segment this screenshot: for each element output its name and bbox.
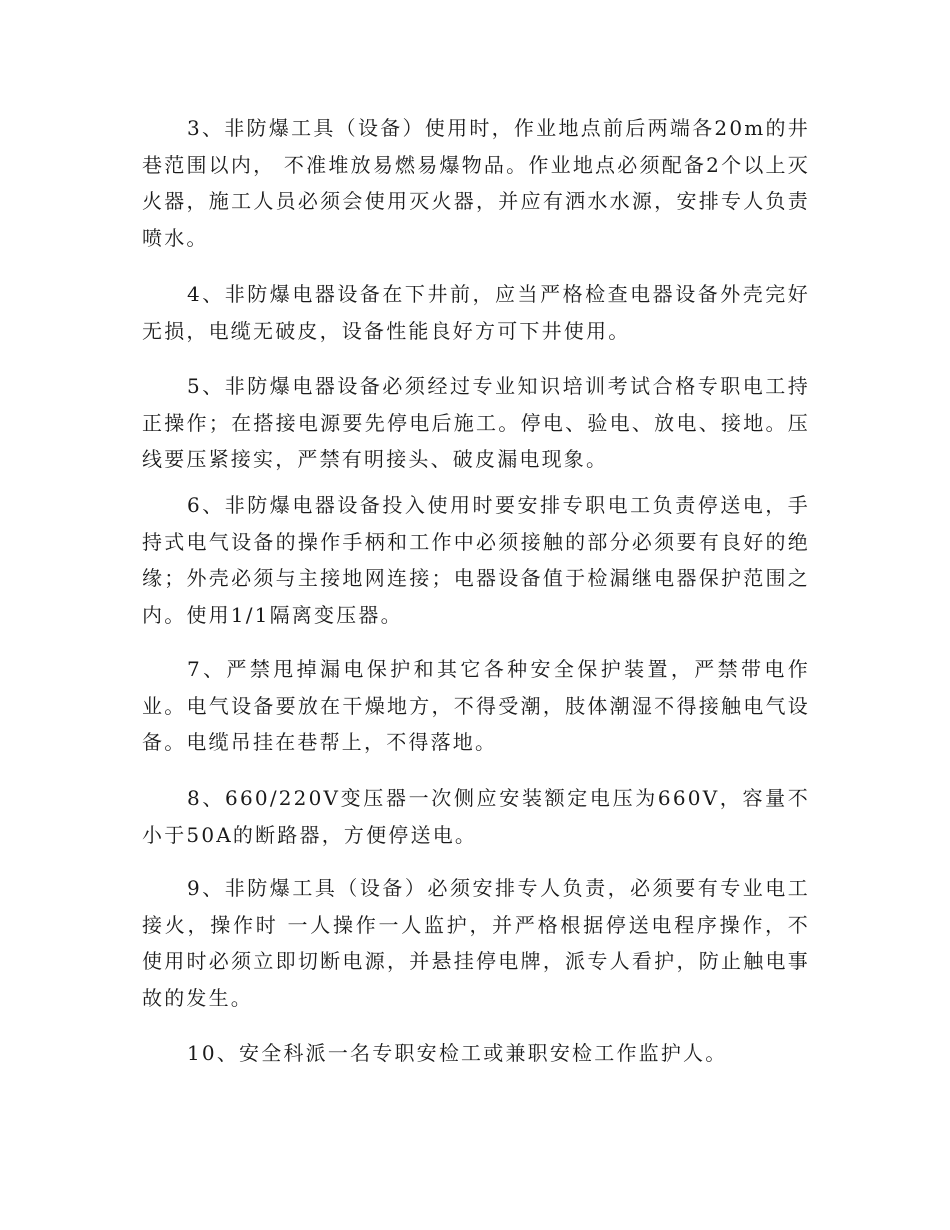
paragraph-item-9: 9、非防爆工具（设备）必须安排专人负责，必须要有专业电工接火，操作时 一人操作一人监护，并严格根据停送电程序操作，不使用时必须立即切断电源，并悬挂停电牌，派专人看护，防止触电事故的发生。	[142, 876, 810, 1010]
paragraph-item-10: 10、安全科派一名专职安检工或兼职安检工作监护人。	[187, 1041, 728, 1065]
paragraph-item-4: 4、非防爆电器设备在下井前，应当严格检查电器设备外壳完好无损，电缆无破皮，设备性能良好方可下井使用。	[142, 282, 810, 343]
paragraph-item-7: 7、严禁甩掉漏电保护和其它各种安全保护装置，严禁带电作业。电气设备要放在干燥地方，不得受潮，肢体潮湿不得接触电气设备。电缆吊挂在巷帮上，不得落地。	[142, 657, 810, 755]
paragraph-item-5: 5、非防爆电器设备必须经过专业知识培训考试合格专职电工持正操作；在搭接电源要先停电后施工。停电、验电、放电、接地。压线要压紧接实，严禁有明接头、破皮漏电现象。	[142, 374, 810, 472]
paragraph-item-8: 8、660/220V变压器一次侧应安装额定电压为660V，容量不小于50A的断路器，方便停送电。	[142, 786, 810, 847]
paragraph-item-3: 3、非防爆工具（设备）使用时，作业地点前后两端各20m的井巷范围以内， 不准堆放易燃易爆物品。作业地点必须配备2个以上灭火器，施工人员必须会使用灭火器，并应有洒水水源，安排专人负责喷水。	[142, 116, 810, 250]
paragraph-item-6: 6、非防爆电器设备投入使用时要安排专职电工负责停送电，手持式电气设备的操作手柄和工作中必须接触的部分必须要有良好的绝缘；外壳必须与主接地网连接；电器设备值于检漏继电器保护范围之内。使用1/1隔离变压器。	[142, 493, 810, 627]
